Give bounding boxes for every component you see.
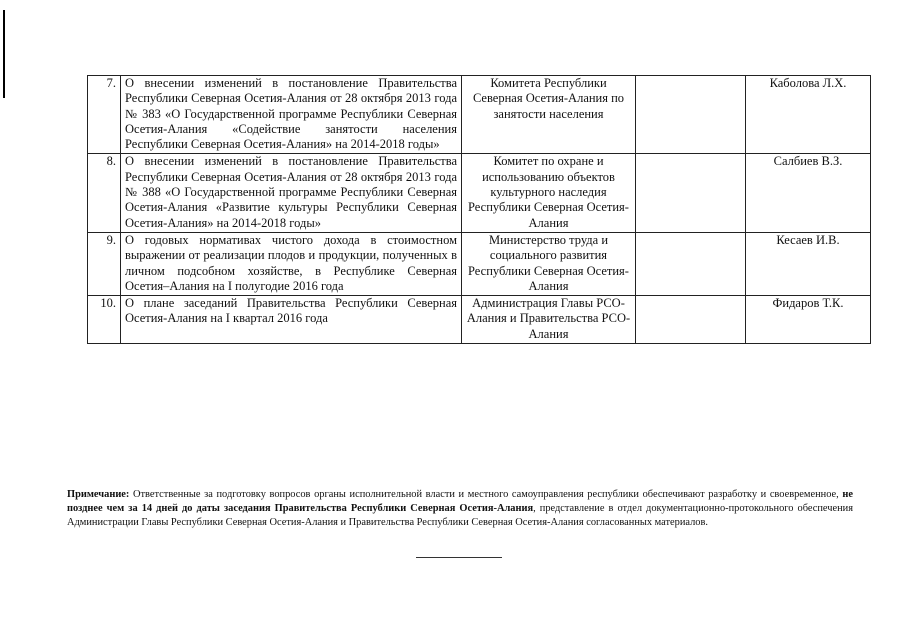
note-text-1: Ответственные за подготовку вопросов органы исполнительной власти и местного самоуправления республики обеспечивают разработку и своевременное,: [129, 489, 843, 500]
row-responsible: Салбиев В.З.: [746, 154, 871, 232]
note-label: Примечание:: [67, 489, 130, 500]
footnote: [67, 488, 853, 530]
row-organization: Министерство труда и социального развития Республики Северная Осетия-Алания: [462, 232, 636, 295]
table-row: [88, 232, 871, 295]
row-number: 10.: [88, 296, 121, 344]
row-organization: Администрация Главы РСО-Алания и Правительства РСО-Алания: [462, 296, 636, 344]
note-text-2: , представление в отдел документационно-протокольного обеспечения Администрации Главы Республики Северная Осетия-Алания и Правительства Республики Северная Осетия-Алания согласованных материалов.: [67, 503, 854, 528]
row-topic: О годовых нормативах чистого дохода в стоимостном выражении от реализации плодов и продукции, полученных в личном подсобном хозяйстве, в Республике Северная Осетия–Алания на I полугодие 2016 года: [121, 232, 462, 295]
agenda-table: [87, 75, 871, 344]
row-organization: Комитета Республики Северная Осетия-Алания по занятости населения: [462, 76, 636, 154]
row-topic: О внесении изменений в постановление Правительства Республики Северная Осетия-Алания от 28 октября 2013 года № 388 «О Государственной программе Республики Северная Осетия-Алания «Развитие культуры Республики Северная Осетия-Алания» на 2014-2018 годы»: [121, 154, 462, 232]
row-topic: О внесении изменений в постановление Правительства Республики Северная Осетия-Алания от 28 октября 2013 года № 383 «О Государственной программе Республики Северная Осетия-Алания «Содействие занятости населения Республики Северная Осетия-Алания» на 2014-2018 годы»: [121, 76, 462, 154]
note-deadline: не позднее чем за 14 дней до даты заседания Правительства Республики Северная Осетия-Алания: [67, 489, 853, 514]
row-organization: Комитет по охране и использованию объектов культурного наследия Республики Северная Осетия-Алания: [462, 154, 636, 232]
row-responsible: Фидаров Т.К.: [746, 296, 871, 344]
table-row: [88, 154, 871, 232]
row-number: 9.: [88, 232, 121, 295]
page-margin-line: [3, 10, 5, 98]
row-number: 7.: [88, 76, 121, 154]
table-row: [88, 296, 871, 344]
row-empty-cell: [636, 296, 746, 344]
row-topic: О плане заседаний Правительства Республики Северная Осетия-Алания на I квартал 2016 года: [121, 296, 462, 344]
row-responsible: Кесаев И.В.: [746, 232, 871, 295]
row-number: 8.: [88, 154, 121, 232]
row-empty-cell: [636, 232, 746, 295]
row-empty-cell: [636, 76, 746, 154]
row-empty-cell: [636, 154, 746, 232]
row-responsible: Каболова Л.Х.: [746, 76, 871, 154]
table-row: [88, 76, 871, 154]
end-divider: [416, 557, 502, 558]
